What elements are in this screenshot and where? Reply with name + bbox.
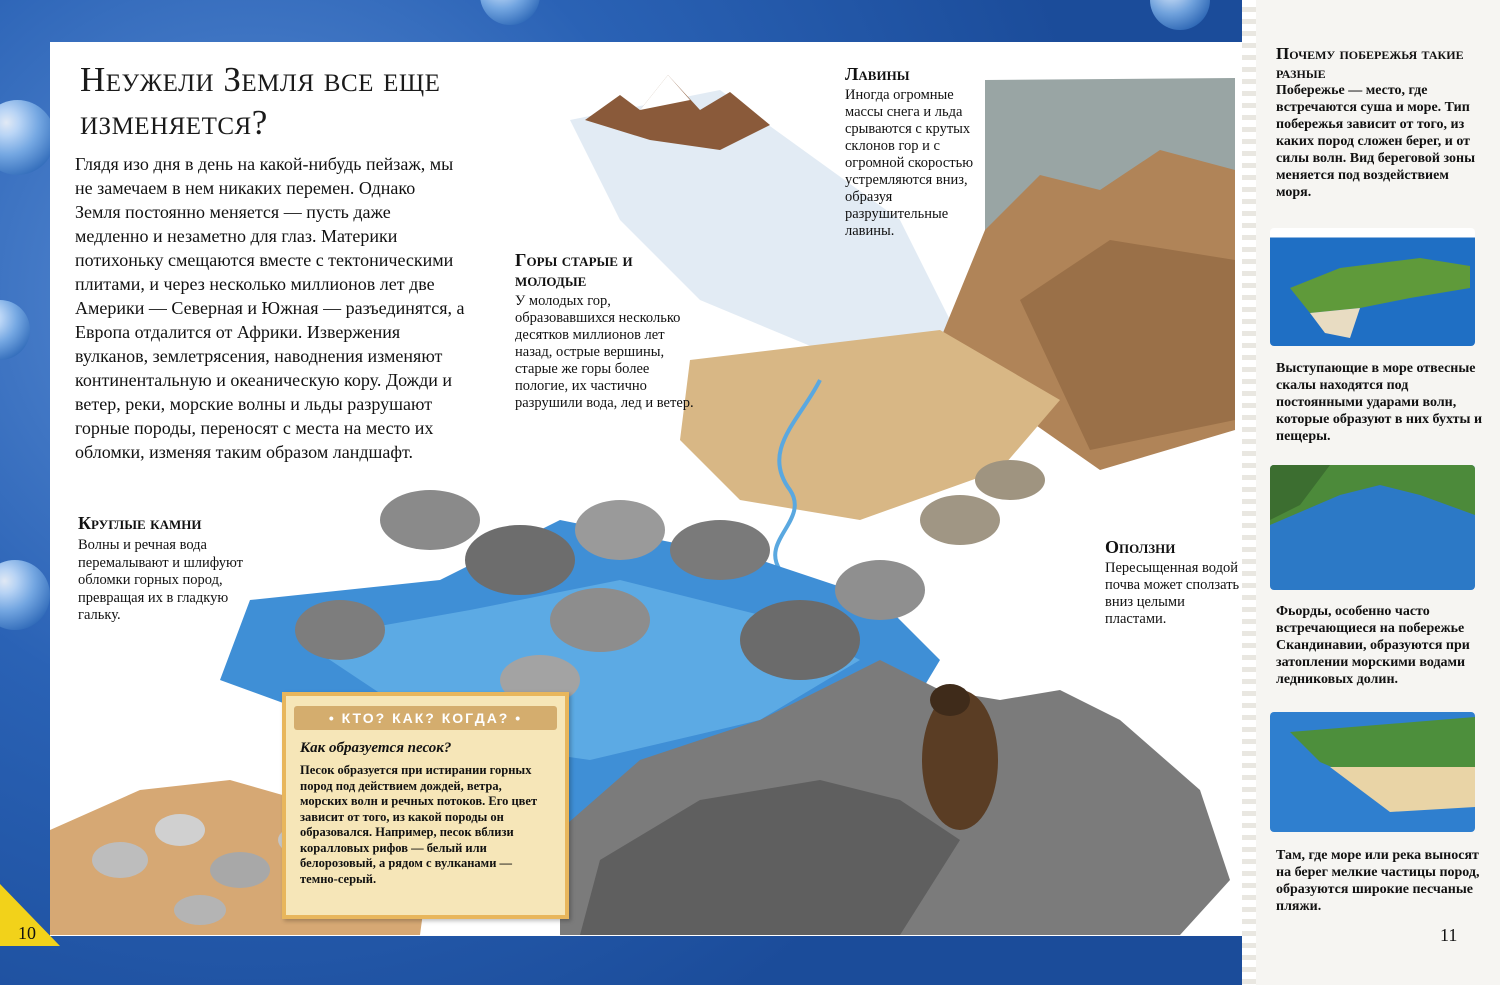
sidebar-beaches-text: Там, где море или река выносят на берег мелкие частицы пород, образуются широкие песчаные пляжи.	[1276, 848, 1480, 914]
boulder	[740, 600, 860, 680]
sidebar-fjords-text: Фьорды, особенно часто встречающиеся на побережье Скандинавии, образуются при затоплении морскими водами ледниковых долин.	[1276, 604, 1470, 687]
boulder	[835, 560, 925, 620]
caption-heading: Горы старые и молодые	[515, 250, 633, 290]
caption-landslides	[1105, 536, 1245, 628]
boulder	[380, 490, 480, 550]
caption-heading: Оползни	[1105, 537, 1176, 557]
info-box-question: Как образуется песок?	[300, 740, 452, 756]
boulder	[920, 495, 1000, 545]
boulder	[575, 500, 665, 560]
fjord-thumbnail	[1270, 465, 1475, 590]
boulder	[975, 460, 1045, 500]
boulder	[550, 588, 650, 652]
torn-edge	[1242, 0, 1256, 985]
page-title: Неужели Земля все еще изменяется?	[80, 60, 441, 142]
caption-text: Иногда огромные массы снега и льда срываются с крутых склонов гор и с огромной скоростью устремляются вниз, образуя разрушительные лавины.	[845, 87, 974, 239]
info-box-bar: • КТО? КАК? КОГДА? •	[294, 706, 557, 730]
caption-heading: Лавины	[845, 64, 910, 84]
caption-text: Пересыщенная водой почва может сползать вниз целыми пластами.	[1105, 560, 1240, 627]
beach-illustration	[1270, 712, 1475, 832]
caption-mountains	[515, 250, 695, 412]
sidebar-intro: Побережье — место, где встречаются суша и море. Тип побережья зависит от того, из каких пород сложен берег, и от силы волн. Вид береговой зоны меняется под воздействием моря.	[1276, 83, 1476, 200]
pebble	[92, 842, 148, 878]
sidebar-cliffs-text: Выступающие в море отвесные скалы находятся под постоянными ударами волн, которые образуют в них бухты и пещеры.	[1276, 361, 1483, 444]
cliffs-thumbnail	[1270, 228, 1475, 346]
caption-text: У молодых гор, образовавшихся несколько десятков миллионов лет назад, острые вершины, старые же горы более пологие, их частично разрушили вода, лед и ветер.	[515, 293, 694, 411]
pebble	[210, 852, 270, 888]
boulder	[670, 520, 770, 580]
intro-paragraph: Глядя изо дня в день на какой-нибудь пейзаж, мы не замечаем в нем никаких перемен. Однако Земля постоянно меняется — пусть даже медленно и незаметно для глаз. Материки потихоньку смещаются вместе с тектоническими плитами, и через несколько миллионов лет две Америки — Северная и Южная — разъединятся, а Европа отдалится от Африки. Извержения вулканов, землетрясения, наводнения изменяют континентальную и океаническую кору. Дожди и ветер, реки, морские волны и льды разрушают горные породы, переносят с места на место их обломки, изменяя таким образом ландшафт.	[75, 154, 465, 462]
page-number-left: 10	[18, 923, 36, 943]
caption-round-stones	[78, 512, 248, 625]
caption-text: Волны и речная вода перемалывают и шлифуют обломки горных пород, превращая их в гладкую гальку.	[78, 537, 244, 623]
pebble	[174, 895, 226, 925]
caption-heading: Круглые камни	[78, 513, 202, 533]
pebble	[155, 814, 205, 846]
fjord-illustration	[1270, 465, 1475, 590]
boulder	[295, 600, 385, 660]
page-number-right: 11	[1440, 925, 1458, 945]
info-box	[282, 692, 569, 919]
boulder	[465, 525, 575, 595]
info-box-answer: Песок образуется при истирании горных пород под действием дождей, ветра, морских волн и речных потоков. Его цвет зависит от того, из какой породы он образовался. Например, песок вблизи коралловых рифов — белый или белорозовый, а рядом с вулканами — темно-серый.	[300, 763, 538, 886]
sidebar-heading: Почему побережья такие разные	[1276, 44, 1464, 82]
caption-avalanches	[845, 64, 995, 240]
cliffs-illustration	[1270, 228, 1475, 346]
beach-thumbnail	[1270, 712, 1475, 832]
